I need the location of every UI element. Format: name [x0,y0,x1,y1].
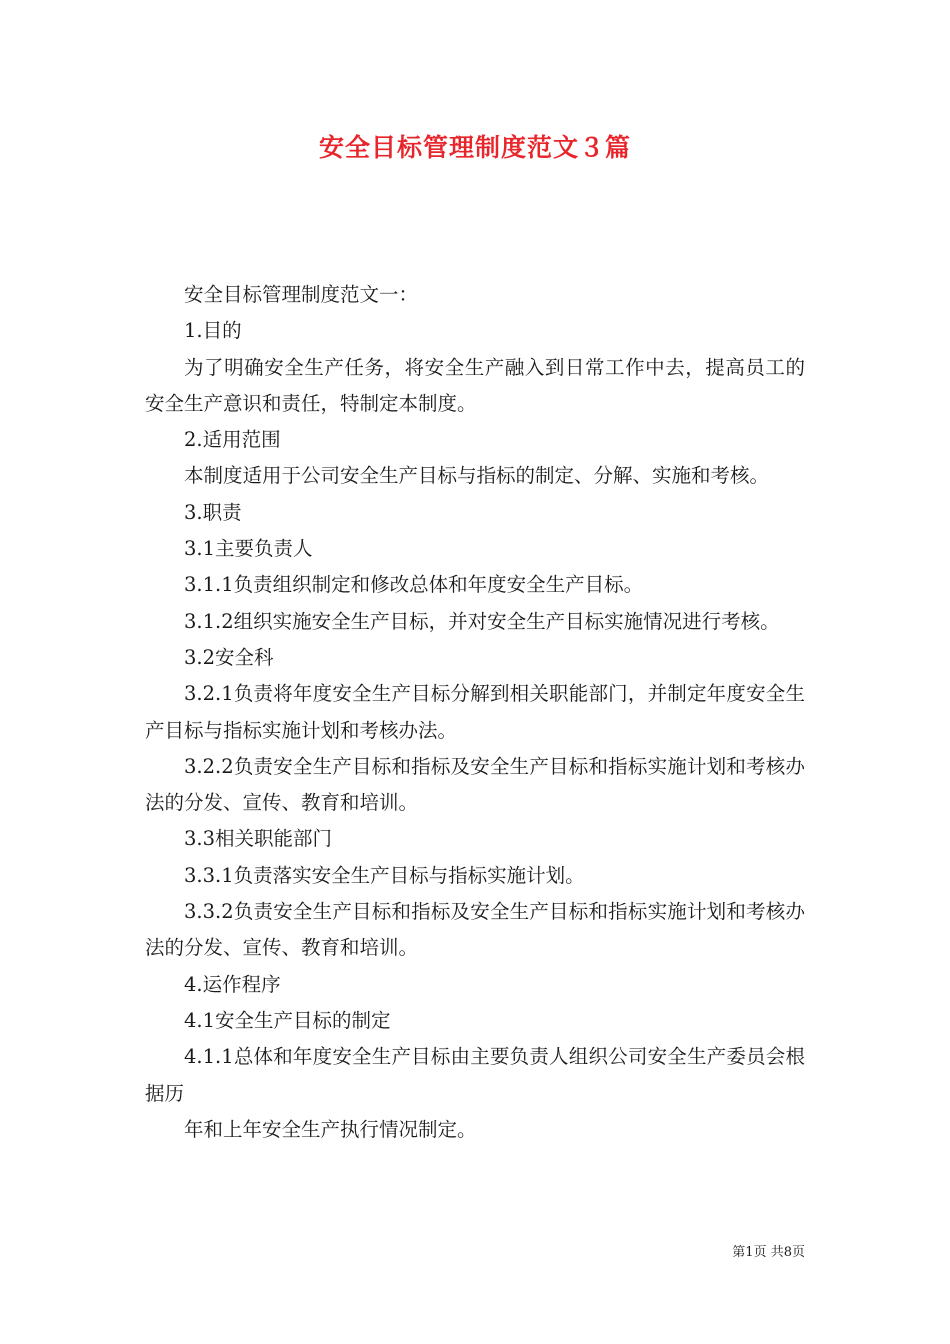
document-body [145,277,805,1148]
body-paragraph: 3.1.1负责组织制定和修改总体和年度安全生产目标。 [184,573,644,597]
footer-total-pages: 8 [783,1245,792,1260]
body-paragraph: 年和上年安全生产执行情况制定。 [184,1117,477,1141]
subsection-heading: 4.1安全生产目标的制定 [184,1008,391,1032]
footer-current-page: 1 [745,1245,754,1260]
body-paragraph: 3.2.2负责安全生产目标和指标及安全生产目标和指标实施计划和考核办法的分发、宣传、教育和培训。 [145,754,805,815]
subsection-heading: 3.3相关职能部门 [184,827,333,851]
footer-page-suffix: 页 [791,1245,805,1260]
body-paragraph: 4.1.1总体和年度安全生产目标由主要负责人组织公司安全生产委员会根据历 [145,1045,805,1105]
subsection-heading: 3.1主要负责人 [184,537,313,561]
body-paragraph: 为了明确安全生产任务，将安全生产融入到日常工作中去，提高员工的安全生产意识和责任，特制定本制度。 [145,355,805,415]
section-heading: 安全目标管理制度范文一： [184,283,419,306]
section-heading: 1.目的 [184,319,242,343]
page-footer [732,1244,805,1262]
body-paragraph: 3.3.2负责安全生产目标和指标及安全生产目标和指标实施计划和考核办法的分发、宣传、教育和培训。 [145,900,805,960]
section-heading: 2.适用范围 [184,428,281,452]
document-title: 安全目标管理制度范文３篇 [318,133,631,162]
section-heading: 3.职责 [184,500,242,524]
subsection-heading: 3.2安全科 [184,645,274,669]
footer-page-prefix: 第 [732,1245,746,1260]
footer-page-mid: 页 共 [753,1245,784,1260]
body-paragraph: 3.1.2组织实施安全生产目标，并对安全生产目标实施情况进行考核。 [184,609,780,633]
body-paragraph: 3.2.1负责将年度安全生产目标分解到相关职能部门，并制定年度安全生产目标与指标实施计划和考核办法。 [145,682,805,742]
section-heading: 4.运作程序 [184,972,281,996]
body-paragraph: 3.3.1负责落实安全生产目标与指标实施计划。 [184,863,585,887]
body-paragraph: 本制度适用于公司安全生产目标与指标的制定、分解、实施和考核。 [184,464,770,488]
